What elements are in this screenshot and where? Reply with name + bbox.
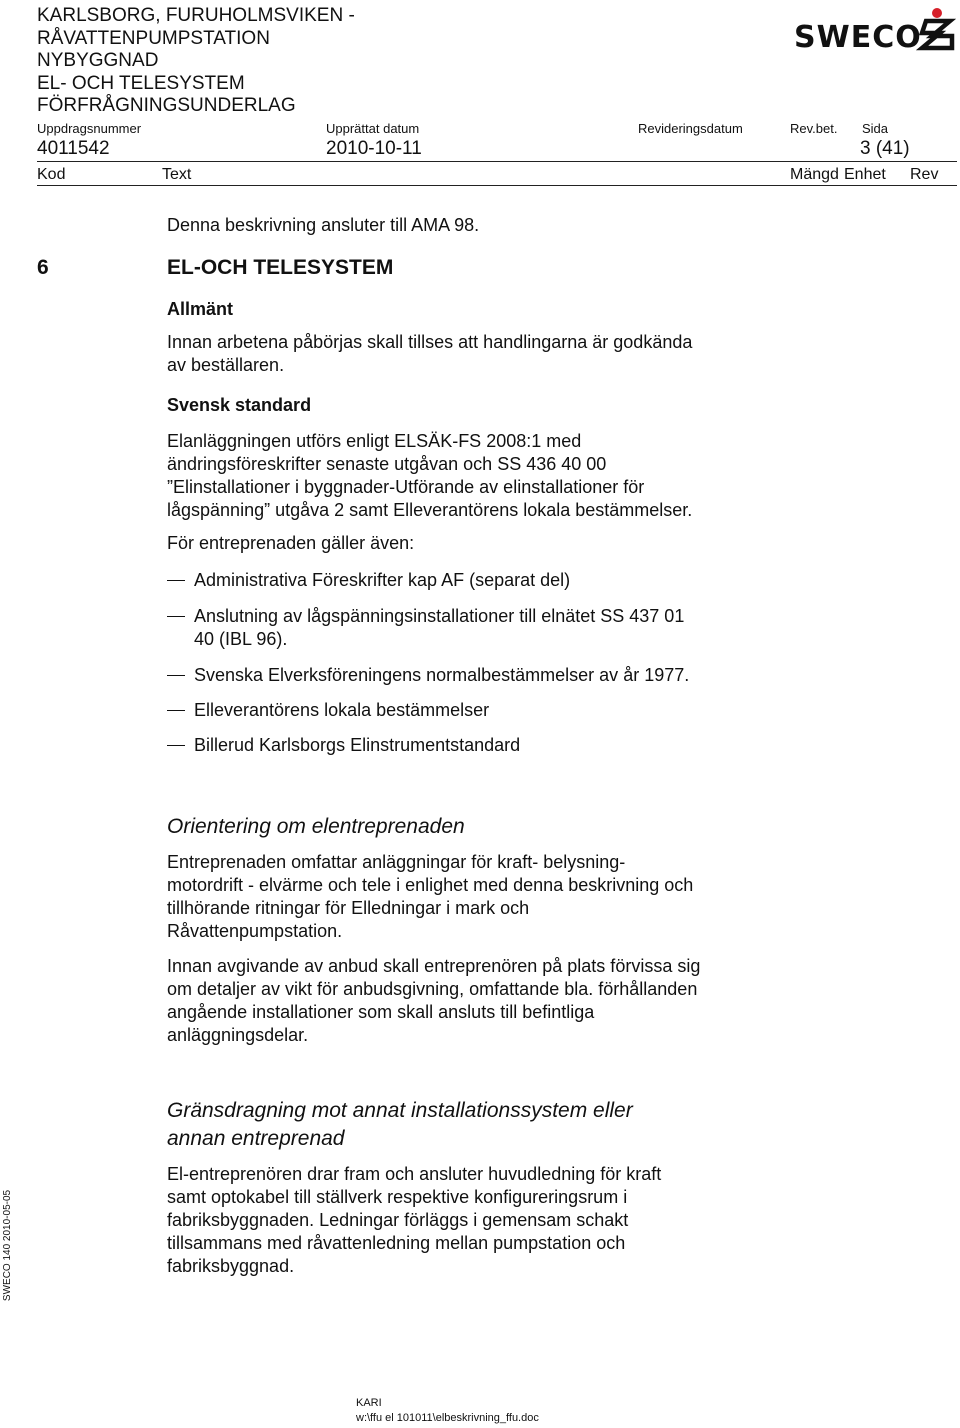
allmant-line-2: av beställaren.	[167, 355, 285, 375]
header-title-line-2: RÅVATTENPUMPSTATION	[37, 27, 270, 49]
standard-line-2: ändringsföreskrifter senaste utgåvan och SS 436 40 00	[167, 454, 607, 474]
sweco-figure-icon	[916, 6, 956, 52]
header-rule-bottom	[37, 185, 957, 186]
header-title-line-3: NYBYGGNAD	[37, 50, 159, 71]
list-item: Elleverantörens lokala bestämmelser	[194, 700, 490, 720]
header-title-line-1: KARLSBORG, FURUHOLMSVIKEN -	[37, 5, 355, 26]
list-item: Billerud Karlsborgs Elinstrumentstandard	[194, 735, 521, 755]
dash-bullet-icon	[167, 675, 185, 676]
label-uppdragsnummer: Uppdragsnummer	[37, 121, 142, 136]
column-enhet: Enhet	[844, 166, 886, 183]
dash-bullet-icon	[167, 616, 185, 617]
orientering-heading: Orientering om elentreprenaden	[167, 815, 465, 838]
logo-text: SWECO	[794, 20, 922, 55]
value-upprattat-datum: 2010-10-11	[326, 138, 422, 159]
column-text: Text	[162, 166, 192, 183]
orientering-p1-line-1: Entreprenaden omfattar anläggningar för kraft- belysning-	[167, 852, 626, 872]
gransdragning-line-3: fabriksbyggnaden. Ledningar förläggs i gemensam schakt	[167, 1210, 629, 1230]
orientering-p2-line-4: anläggningsdelar.	[167, 1025, 309, 1045]
section-title: EL-OCH TELESYSTEM	[167, 256, 394, 279]
list-item: Administrativa Föreskrifter kap AF (separat del)	[194, 570, 571, 590]
dash-bullet-icon	[167, 710, 185, 711]
standard-line-3: ”Elinstallationer i byggnader-Utförande av elinstallationer för	[167, 477, 645, 497]
standard-line-4: lågspänning” utgåva 2 samt Elleverantörens lokala bestämmelser.	[167, 500, 693, 520]
sweco-logo	[794, 20, 922, 55]
orientering-p2-line-1: Innan avgivande av anbud skall entreprenören på plats förvissa sig	[167, 956, 701, 976]
dash-bullet-icon	[167, 580, 185, 581]
side-document-code: SWECO 140 2010-05-05	[2, 1189, 14, 1302]
header-title-line-5: FÖRFRÅGNINGSUNDERLAG	[37, 95, 296, 116]
footer-file-path: w:\ffu el 101011\elbeskrivning_ffu.doc	[356, 1412, 539, 1424]
header-rule-top	[37, 161, 957, 162]
list-item: Svenska Elverksföreningens normalbestämmelser av år 1977.	[194, 665, 690, 685]
gransdragning-heading-line-2: annan entreprenad	[167, 1127, 345, 1150]
allmant-line-1: Innan arbetena påbörjas skall tillses att handlingarna är godkända	[167, 332, 693, 352]
intro-text: Denna beskrivning ansluter till AMA 98.	[167, 215, 480, 235]
also-applies-text: För entreprenaden gäller även:	[167, 533, 415, 553]
gransdragning-line-1: El-entreprenören drar fram och ansluter huvudledning för kraft	[167, 1164, 662, 1184]
orientering-p2-line-2: om detaljer av vikt för anbudsgivning, omfattande bla. förhållanden	[167, 979, 698, 999]
dash-bullet-icon	[167, 745, 185, 746]
value-sida: 3 (41)	[860, 138, 910, 159]
label-upprattat-datum: Upprättat datum	[326, 121, 420, 136]
orientering-p1-line-4: Råvattenpumpstation.	[167, 921, 343, 941]
value-uppdragsnummer: 4011542	[37, 138, 110, 159]
standard-line-1: Elanläggningen utförs enligt ELSÄK-FS 2008:1 med	[167, 431, 582, 451]
orientering-p2-line-3: angående installationer som skall ansluts till befintliga	[167, 1002, 595, 1022]
section-number: 6	[37, 256, 49, 279]
gransdragning-line-4: tillsammans med råvattenledning mellan pumpstation och	[167, 1233, 626, 1253]
column-rev: Rev	[910, 166, 939, 183]
label-sida: Sida	[862, 121, 889, 136]
list-item-continuation: 40 (IBL 96).	[194, 629, 288, 649]
orientering-p1-line-3: tillhörande ritningar för Elledningar i mark och	[167, 898, 530, 918]
allmant-heading: Allmänt	[167, 299, 234, 319]
column-mangd: Mängd	[790, 166, 839, 183]
header-title-line-4: EL- OCH TELESYSTEM	[37, 72, 245, 94]
gransdragning-line-2: samt optokabel till ställverk respektive konfigureringsrum i	[167, 1187, 628, 1207]
list-item: Anslutning av lågspänningsinstallationer till elnätet SS 437 01	[194, 606, 685, 626]
column-kod: Kod	[37, 166, 66, 183]
orientering-p1-line-2: motordrift - elvärme och tele i enlighet med denna beskrivning och	[167, 875, 694, 895]
footer-author: KARI	[356, 1397, 382, 1409]
standard-heading: Svensk standard	[167, 395, 312, 415]
gransdragning-line-5: fabriksbyggnad.	[167, 1256, 295, 1276]
gransdragning-heading-line-1: Gränsdragning mot annat installationssystem eller	[167, 1099, 633, 1122]
label-rev-bet: Rev.bet.	[790, 121, 838, 136]
label-revideringsdatum: Revideringsdatum	[638, 121, 743, 136]
